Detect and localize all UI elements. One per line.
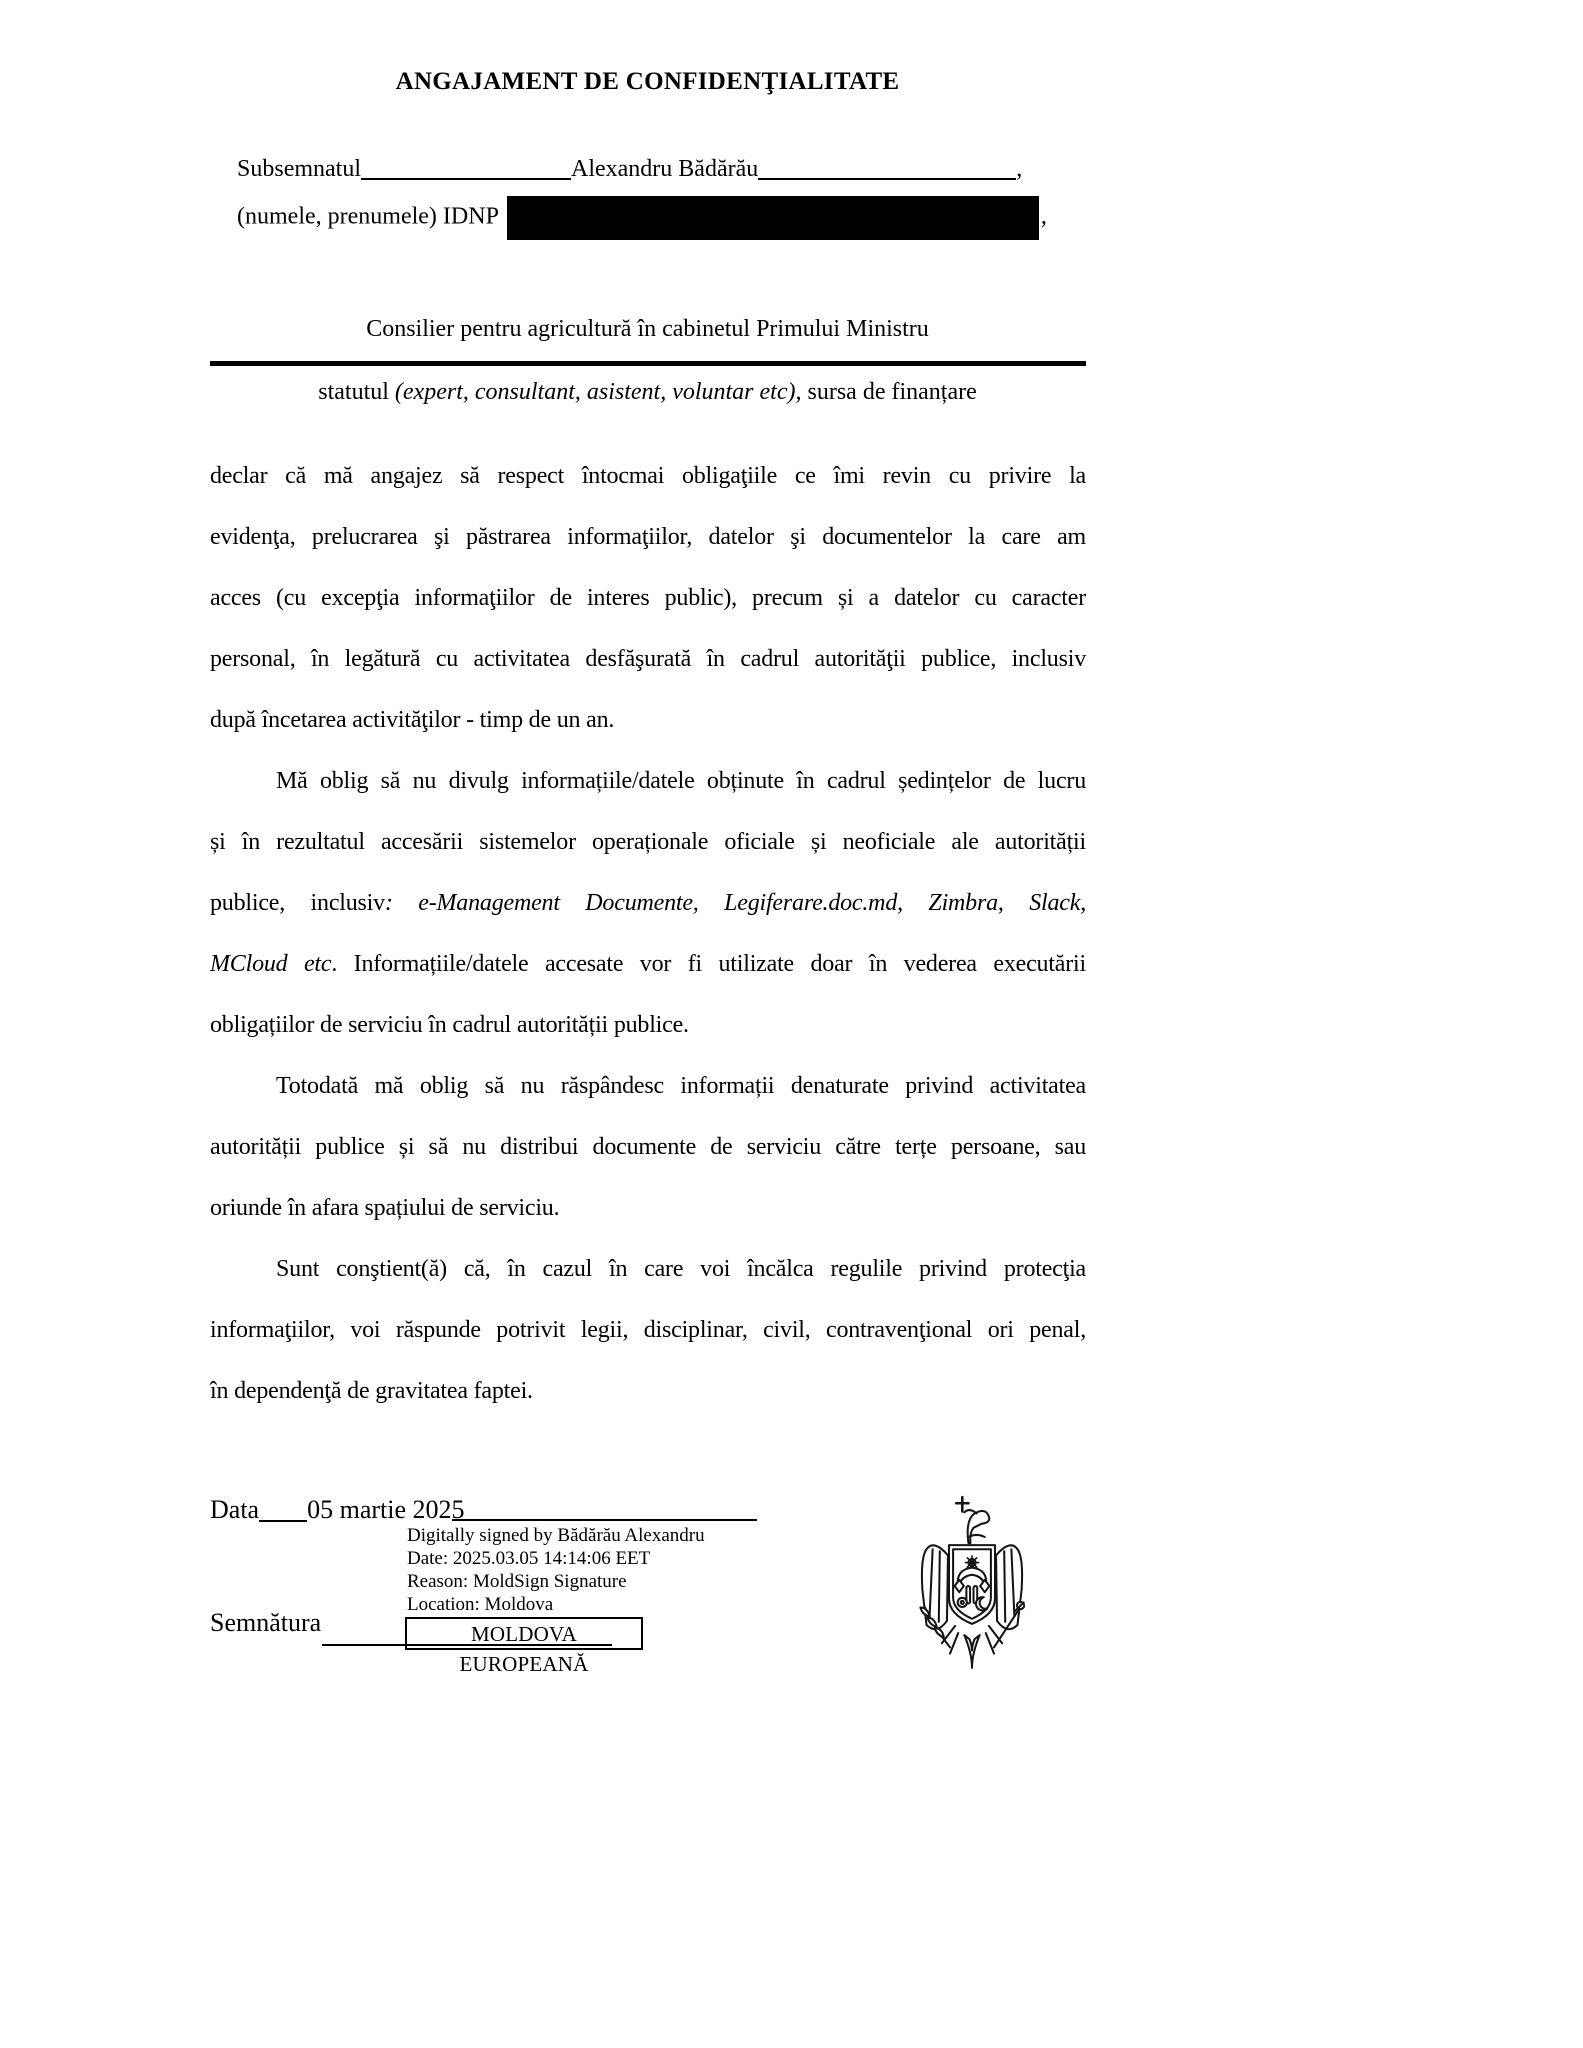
date-line <box>210 1490 465 1525</box>
trailing-comma: , <box>1016 156 1023 182</box>
body-line: în dependenţă de gravitatea faptei. <box>210 1378 533 1404</box>
horizontal-rule <box>210 361 1086 366</box>
body-line: informaţiilor, voi răspunde potrivit legii, disciplinar, civil, contravenţional ori penal, <box>210 1317 1086 1343</box>
position-title: Consilier pentru agricultură în cabinetul Primului Ministru <box>366 316 929 342</box>
body-line <box>210 934 1086 995</box>
date-label: Data <box>210 1495 260 1524</box>
date-value: 05 martie 2025 <box>307 1495 465 1524</box>
body-text <box>210 446 1086 1422</box>
status-prefix: statutul <box>318 379 395 405</box>
body-line: declar că mă angajez să respect întocmai obligaţiile ce îmi revin cu privire la <box>210 463 1086 489</box>
body-line: oriunde în afara spațiului de serviciu. <box>210 1195 560 1221</box>
status-suffix: sursa de finanțare <box>801 379 977 405</box>
status-caption <box>210 379 1085 406</box>
signature-underline <box>322 1644 612 1646</box>
idnp-line <box>237 196 1047 240</box>
subscriber-line <box>237 150 1022 183</box>
body-line: personal, în legătură cu activitatea desfăşurată în cadrul autorităţii publice, inclusiv <box>210 646 1086 672</box>
page-title: ANGAJAMENT DE CONFIDENŢIALITATE <box>395 68 900 95</box>
body-line: Totodată mă oblig să nu răspândesc informații denaturate privind activitatea <box>276 1073 1086 1099</box>
stamp-reason: Reason: MoldSign Signature <box>407 1571 627 1592</box>
body-line: Mă oblig să nu divulg informațiile/datele obținute în cadrul ședințelor de lucru <box>276 768 1086 794</box>
redacted-idnp-box <box>507 196 1039 240</box>
moldova-coat-of-arms-icon <box>913 1492 1031 1676</box>
stamp-top-border <box>452 1519 757 1521</box>
body-segment: . Informațiile/datele accesate vor fi utilizate doar în vederea executării <box>331 951 1086 977</box>
digital-signature-stamp <box>407 1524 705 1616</box>
blank-underline <box>259 1494 307 1522</box>
body-line: Sunt conştient(ă) că, în cazul în care voi încălca regulile privind protecţia <box>276 1256 1086 1282</box>
body-line: obligațiilor de serviciu în cadrul autorității publice. <box>210 1012 689 1038</box>
body-line <box>210 873 1086 934</box>
body-line: autorității publice și să nu distribui documente de serviciu către terțe persoane, sau <box>210 1134 1086 1160</box>
stamp-location: Location: Moldova <box>407 1594 554 1615</box>
status-italic: (expert, consultant, asistent, voluntar etc), <box>394 379 802 405</box>
body-line: și în rezultatul accesării sistemelor operaționale oficiale și neoficiale ale autorității <box>210 829 1086 855</box>
subscriber-label: Subsemnatul <box>237 156 361 182</box>
body-line: acces (cu excepţia informaţiilor de interes public), precum și a datelor cu caracter <box>210 585 1086 611</box>
moldova-europeana-banner: MOLDOVA EUROPEANĂ <box>405 1617 643 1650</box>
body-line: după încetarea activităţilor - timp de un an. <box>210 707 615 733</box>
signature-label: Semnătura <box>210 1608 322 1637</box>
idnp-label: (numele, prenumele) IDNP <box>237 203 499 230</box>
body-segment-italic: : e-Management Documente, Legiferare.doc.md, Zimbra, Slack, <box>384 890 1086 916</box>
body-segment-italic: MCloud etc <box>210 951 332 977</box>
stamp-signed-by: Digitally signed by Bădărău Alexandru <box>407 1525 705 1546</box>
trailing-comma: , <box>1040 203 1047 230</box>
subscriber-name: Alexandru Bădărău <box>571 156 759 182</box>
blank-underline <box>758 154 1016 180</box>
body-segment: publice, inclusiv <box>210 890 385 916</box>
blank-underline <box>361 154 571 180</box>
stamp-date: Date: 2025.03.05 14:14:06 EET <box>407 1548 651 1569</box>
body-line: evidenţa, prelucrarea şi păstrarea informaţiilor, datelor şi documentelor la care am <box>210 524 1086 550</box>
